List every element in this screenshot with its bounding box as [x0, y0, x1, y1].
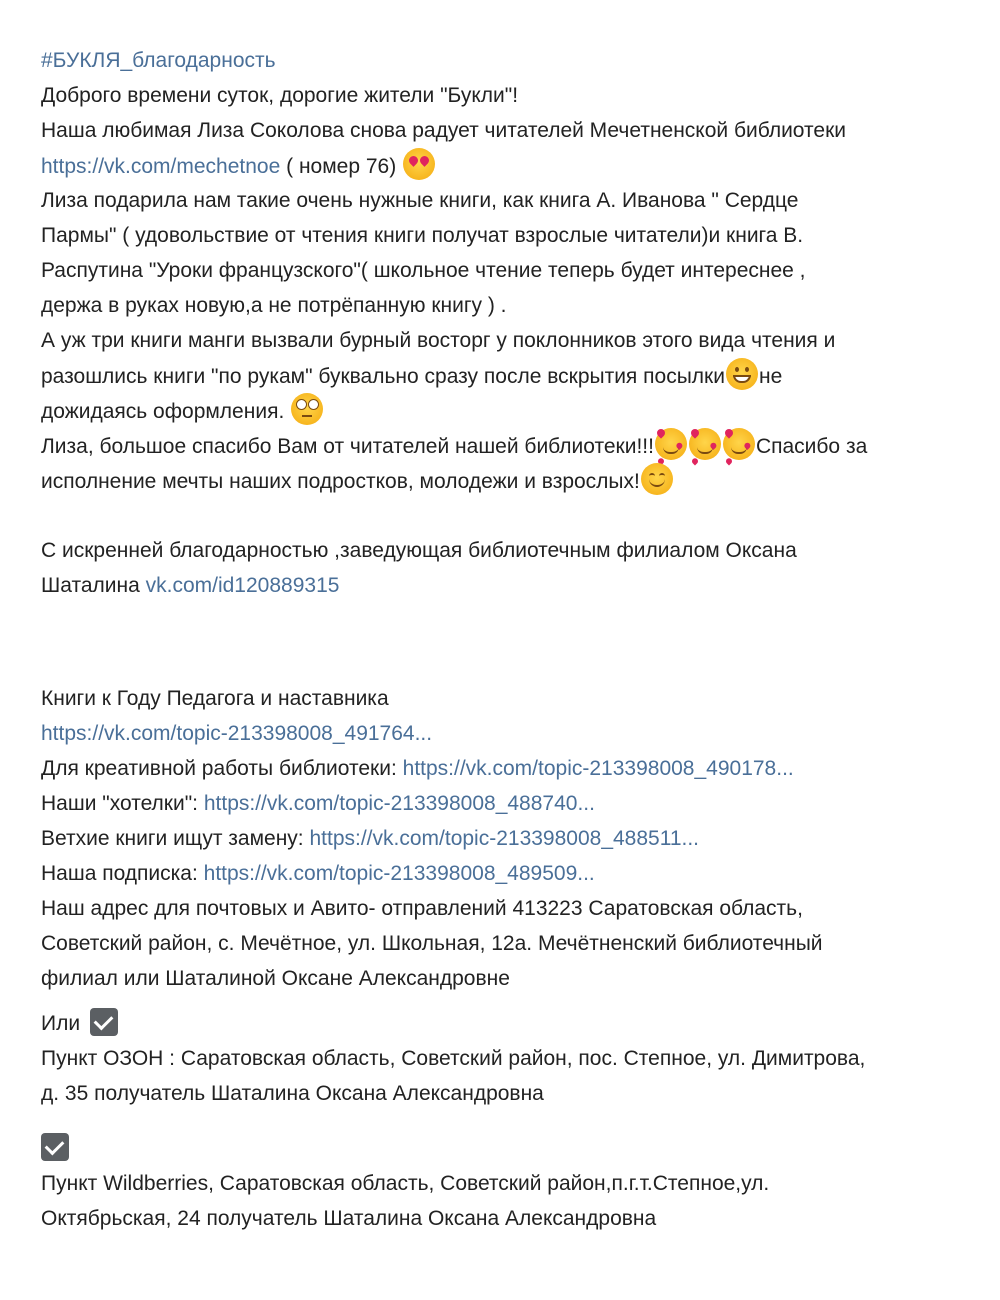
or-label: Или	[41, 1012, 86, 1035]
creative-topic-link[interactable]: https://vk.com/topic-213398008_490178...	[402, 757, 794, 780]
signature-line	[41, 568, 986, 603]
eye-roll-emoji-icon	[291, 393, 323, 425]
check-mark-icon	[90, 1008, 118, 1036]
or-line	[41, 1006, 986, 1041]
smiling-hearts-emoji-icon	[689, 428, 721, 460]
creative-line	[41, 751, 986, 786]
old-books-topic-link[interactable]: https://vk.com/topic-213398008_488511...	[309, 827, 700, 850]
post-text-line: Распутина "Уроки французского"( школьное чтение теперь будет интереснее ,	[41, 259, 806, 282]
post-text-line	[41, 148, 986, 183]
signature-name: Шаталина	[41, 574, 146, 597]
check-line	[41, 1131, 986, 1166]
post-text-segment: Лиза, большое спасибо Вам от читателей нашей библиотеки!!!	[41, 435, 654, 458]
subscription-topic-link[interactable]: https://vk.com/topic-213398008_489509...	[203, 862, 595, 885]
post-text-line	[41, 393, 986, 428]
post-body	[41, 43, 986, 1236]
smile-emoji-icon	[641, 463, 673, 495]
wishes-line	[41, 786, 986, 821]
hashtag-line	[41, 43, 986, 78]
post-text-line: Наша любимая Лиза Соколова снова радует читателей Мечетненской библиотеки	[41, 119, 847, 142]
smiling-hearts-emoji-icon	[723, 428, 755, 460]
number-text: ( номер 76)	[280, 155, 403, 178]
wishes-topic-link[interactable]: https://vk.com/topic-213398008_488740...	[203, 792, 595, 815]
mechetnoe-link[interactable]: https://vk.com/mechetnoe	[41, 155, 281, 178]
post-text-line: Лиза подарила нам такие очень нужные книги, как книга А. Иванова " Сердце	[41, 189, 799, 212]
signature-line: С искренней благодарностью ,заведующая библиотечным филиалом Оксана	[41, 539, 797, 562]
smiling-hearts-emoji-icon	[655, 428, 687, 460]
signature-profile-link[interactable]: vk.com/id120889315	[145, 574, 340, 597]
books-link-line	[41, 716, 986, 751]
heart-eyes-emoji-icon	[403, 148, 435, 180]
subscription-label: Наша подписка:	[41, 862, 204, 885]
address-line: Советский район, с. Мечётное, ул. Школьная, 12а. Мечётненский библиотечный	[41, 932, 823, 955]
wishes-label: Наши "хотелки":	[41, 792, 204, 815]
post-text-segment: Спасибо за	[755, 435, 868, 458]
post-text-segment: дожидаясь оформления.	[41, 400, 291, 423]
books-topic-link[interactable]: https://vk.com/topic-213398008_491764...	[41, 722, 433, 745]
ozon-line: д. 35 получатель Шаталина Оксана Александровна	[41, 1082, 544, 1105]
wildberries-line: Пункт Wildberries, Саратовская область, Советский район,п.г.т.Степное,ул.	[41, 1172, 770, 1195]
creative-label: Для креативной работы библиотеки:	[41, 757, 403, 780]
books-title: Книги к Году Педагога и наставника	[41, 687, 389, 710]
post-text-line	[41, 358, 986, 393]
post-text-line	[41, 428, 986, 463]
ozon-line: Пункт ОЗОН : Саратовская область, Советский район, пос. Степное, ул. Димитрова,	[41, 1047, 866, 1070]
address-line: филиал или Шаталиной Оксане Александровне	[41, 967, 510, 990]
post-text-segment: исполнение мечты наших подростков, молодежи и взрослых!	[41, 470, 640, 493]
grin-emoji-icon	[726, 358, 758, 390]
post-text-line	[41, 463, 986, 498]
post-text-segment: не	[758, 365, 783, 388]
post-text-line: А уж три книги манги вызвали бурный восторг у поклонников этого вида чтения и	[41, 329, 836, 352]
address-line: Наш адрес для почтовых и Авито- отправлений 413223 Саратовская область,	[41, 897, 803, 920]
post-text-segment: разошлись книги "по рукам" буквально сразу после вскрытия посылки	[41, 365, 725, 388]
subscription-line	[41, 856, 986, 891]
old-books-line	[41, 821, 986, 856]
greeting-text: Доброго времени суток, дорогие жители "Букли"!	[41, 84, 519, 107]
post-text-line: Пармы" ( удовольствие от чтения книги получат взрослые читатели)и книга В.	[41, 224, 804, 247]
post-text-line: держа в руках новую,а не потрёпанную книгу ) .	[41, 294, 507, 317]
hashtag-link[interactable]: #БУКЛЯ_благодарность	[41, 49, 276, 72]
wildberries-line: Октябрьская, 24 получатель Шаталина Оксана Александровна	[41, 1207, 657, 1230]
check-mark-icon	[41, 1133, 69, 1161]
old-books-label: Ветхие книги ищут замену:	[41, 827, 310, 850]
